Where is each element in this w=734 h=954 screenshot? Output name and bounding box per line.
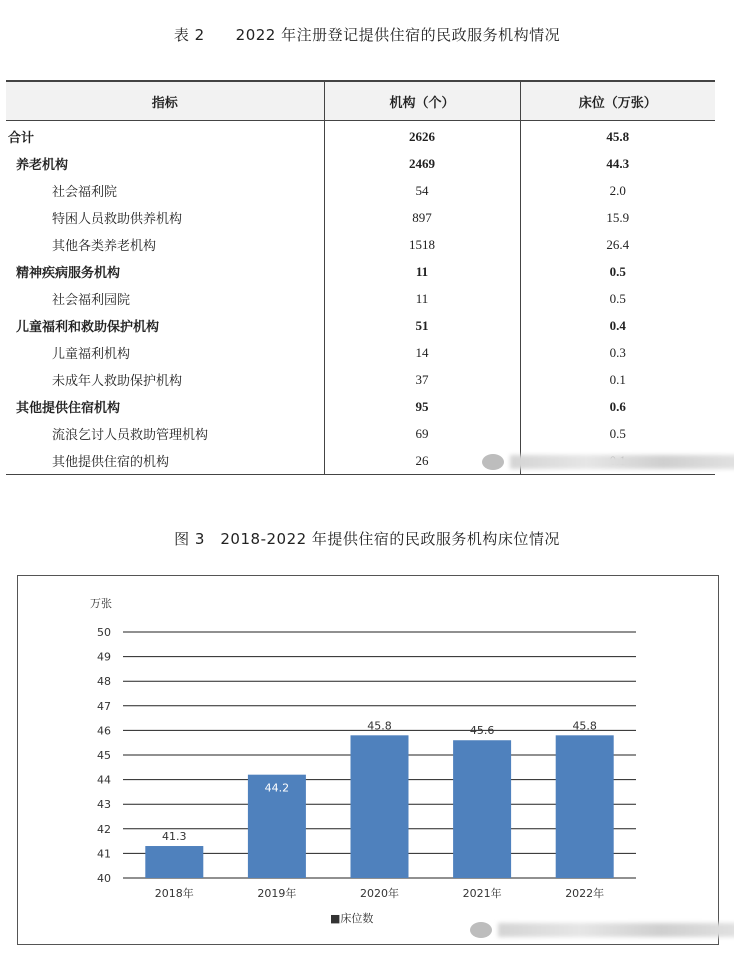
- data-label: 45.8: [367, 719, 392, 733]
- row-institutions: 54: [324, 177, 520, 204]
- y-tick-label: 49: [97, 650, 111, 664]
- y-tick-label: 48: [97, 675, 111, 689]
- row-beds: 45.8: [520, 121, 715, 151]
- table-row: [6, 150, 715, 177]
- table-row: [6, 393, 715, 420]
- y-tick-label: 43: [97, 798, 111, 812]
- data-label: 45.6: [469, 724, 495, 738]
- row-indicator: 未成年人救助保护机构: [52, 374, 183, 389]
- row-indicator: 流浪乞讨人员救助管理机构: [52, 428, 209, 443]
- y-tick-label: 40: [97, 872, 111, 885]
- table-row: [6, 285, 715, 312]
- row-indicator: 精神疾病服务机构: [16, 266, 121, 281]
- row-institutions: 11: [324, 285, 520, 312]
- row-institutions: 26: [324, 447, 520, 475]
- row-beds: 2.0: [520, 177, 715, 204]
- watermark: [470, 922, 734, 938]
- bar: [351, 735, 409, 878]
- table-row: [6, 339, 715, 366]
- chart-caption: 图 3 2018-2022 年提供住宿的民政服务机构床位情况: [174, 530, 560, 548]
- header-institutions: 机构（个）: [324, 81, 520, 121]
- table-row: [6, 420, 715, 447]
- row-institutions: 2469: [324, 150, 520, 177]
- row-indicator: 养老机构: [16, 158, 69, 173]
- row-indicator: 特困人员救助供养机构: [52, 212, 183, 227]
- table-body: [6, 121, 715, 475]
- header-indicator: 指标: [6, 81, 324, 121]
- blurred-watermark-text: [498, 923, 734, 937]
- table-row: [6, 231, 715, 258]
- row-indicator: 其他各类养老机构: [52, 239, 157, 254]
- table-row: [6, 366, 715, 393]
- table-row: [6, 312, 715, 339]
- chart-svg: [18, 576, 718, 944]
- y-tick-label: 41: [97, 847, 111, 861]
- table-caption: 表 2 2022 年注册登记提供住宿的民政服务机构情况: [173, 26, 561, 44]
- table-row: [6, 177, 715, 204]
- row-beds: 26.4: [520, 231, 715, 258]
- row-beds: 15.9: [520, 204, 715, 231]
- row-institutions: 37: [324, 366, 520, 393]
- row-indicator: 儿童福利和救助保护机构: [16, 320, 160, 335]
- row-institutions: 897: [324, 204, 520, 231]
- bar: [453, 740, 511, 878]
- table-header-row: [6, 81, 715, 121]
- row-institutions: 95: [324, 393, 520, 420]
- row-institutions: 69: [324, 420, 520, 447]
- wechat-icon: [482, 454, 504, 470]
- row-institutions: 11: [324, 258, 520, 285]
- row-beds: 0.3: [520, 339, 715, 366]
- row-beds: 0.5: [520, 285, 715, 312]
- row-indicator: 社会福利园院: [52, 293, 131, 308]
- row-beds: 44.3: [520, 150, 715, 177]
- bed-count-chart: [17, 575, 719, 945]
- x-tick-label: 2021年: [462, 887, 502, 900]
- y-tick-label: 47: [97, 699, 111, 713]
- row-institutions: 51: [324, 312, 520, 339]
- row-institutions: 1518: [324, 231, 520, 258]
- bar: [556, 735, 614, 878]
- row-indicator: 社会福利院: [52, 185, 118, 200]
- row-institutions: 2626: [324, 121, 520, 151]
- row-indicator: 合计: [8, 131, 35, 146]
- x-tick-label: 2019年: [257, 887, 297, 900]
- institutions-table: [6, 80, 715, 475]
- legend-entry: ■床位数: [330, 912, 374, 925]
- row-beds: 0.5: [520, 258, 715, 285]
- bar: [145, 846, 203, 878]
- row-beds: 0.4: [520, 312, 715, 339]
- row-beds: 0.1: [520, 366, 715, 393]
- row-indicator: 儿童福利机构: [52, 347, 131, 362]
- data-label: 45.8: [572, 719, 597, 733]
- data-label: 41.3: [162, 830, 187, 844]
- table-row: [6, 258, 715, 285]
- blurred-watermark-text: [510, 455, 734, 469]
- watermark: [482, 454, 734, 470]
- data-label: 44.2: [264, 781, 290, 795]
- wechat-icon: [470, 922, 492, 938]
- row-indicator: 其他提供住宿的机构: [6, 447, 324, 475]
- x-tick-label: 2022年: [565, 887, 605, 900]
- row-institutions: 14: [324, 339, 520, 366]
- y-tick-label: 46: [97, 724, 111, 738]
- y-tick-label: 44: [97, 773, 111, 787]
- table-row: [6, 204, 715, 231]
- x-tick-label: 2018年: [154, 887, 194, 900]
- x-tick-label: 2020年: [360, 887, 399, 900]
- y-axis-unit-label: 万张: [90, 597, 112, 610]
- header-beds: 床位（万张）: [520, 81, 715, 121]
- row-indicator: 其他提供住宿机构: [16, 401, 121, 416]
- table-row: [6, 121, 715, 151]
- row-beds: 0.5: [520, 420, 715, 447]
- y-tick-label: 45: [97, 749, 111, 762]
- y-tick-label: 42: [97, 822, 111, 836]
- y-tick-label: 50: [97, 626, 111, 639]
- row-beds: 0.6: [520, 393, 715, 420]
